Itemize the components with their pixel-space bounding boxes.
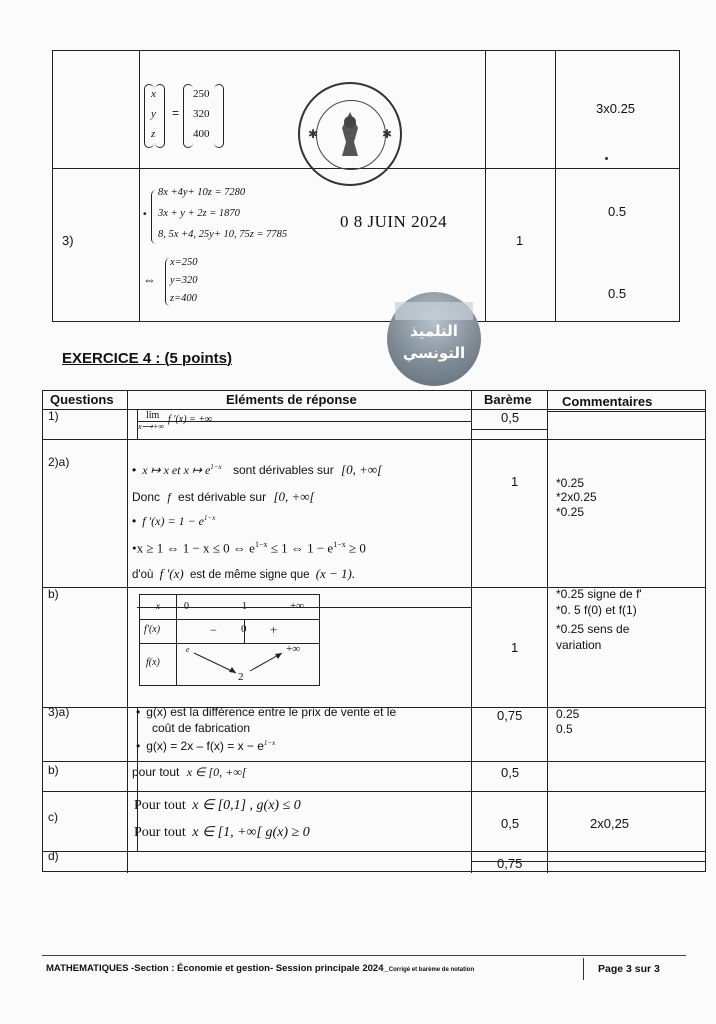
q3b-points: 0,5: [501, 765, 520, 780]
matrix-var-x: x: [151, 88, 156, 100]
q3c-points: 0,5: [501, 816, 520, 831]
matrix-val-2: 320: [193, 108, 210, 120]
q3d-label: d): [48, 849, 59, 863]
q3c-label: c): [48, 810, 58, 824]
qb-comment-1: *0.25 signe de f': [556, 587, 642, 601]
row2-points: 1: [516, 233, 524, 248]
matrix-var-y: y: [151, 108, 156, 120]
page-number: Page 3 sur 3: [598, 963, 660, 975]
q1-label: 1): [48, 409, 59, 423]
header-elements: Eléments de réponse: [226, 392, 357, 407]
q3a-label: 3)a): [48, 705, 70, 719]
q3a-comment-2: 0.5: [556, 722, 573, 736]
q2a-line5: d'où f ′(x) est de même signe que (x − 1).: [132, 566, 356, 581]
solution-y: y=320: [170, 275, 198, 286]
q2a-label: 2)a): [48, 455, 70, 469]
q1-points: 0,5: [501, 410, 520, 425]
q1-lim-sub: x⟶+∞: [138, 422, 165, 431]
q2a-line2: Donc f est dérivable sur [0, +∞[: [132, 489, 315, 504]
q2a-line4: •x ≥ 1 ⇔ 1 − x ≤ 0 ⇔ $e^{1-x} \le 1$ ⇔ $1 - e^{1-x} \ge 0$: [132, 540, 366, 556]
qb-comment-3: *0.25 sens de: [556, 622, 630, 636]
matrix-equals: =: [172, 106, 180, 120]
q3c-line1: Pour tout x ∈ [0,1] , g(x) ≤ 0: [134, 798, 301, 813]
dot-mark: [605, 157, 608, 160]
q3a-line1b: coût de fabrication: [152, 721, 251, 735]
system-eq-2: 3x + y + 2z = 1870: [158, 208, 240, 219]
q2a-comment-2: *2x0.25: [556, 490, 597, 504]
q3a-line2: • $g(x) = 2x - f(x) = x - e^{1-x}$: [136, 739, 275, 753]
matrix-var-z: z: [151, 128, 156, 140]
matrix-val-1: 250: [193, 88, 210, 100]
qb-label: b): [48, 587, 59, 601]
date-stamp: 0 8 JUIN 2024: [340, 212, 448, 231]
q2a-line1: • x ↦ x et x ↦ $e^{1-x}$ sont dérivables sur [0, +∞[: [132, 462, 382, 478]
qb-comment-2: *0. 5 f(0) et f(1): [556, 603, 637, 617]
row2-comment-1: 0.5: [608, 204, 627, 219]
equiv-symbol: ⇔: [143, 272, 156, 287]
q2a-line3: • f $'(x) = 1 - e^{1-x}$: [132, 514, 215, 529]
q3c-comment: 2x0,25: [590, 816, 630, 831]
footer-rule: [42, 955, 686, 956]
header-questions: Questions: [50, 392, 114, 407]
header-bareme: Barème: [484, 392, 532, 407]
q3d-points: 0,75: [497, 856, 523, 871]
row2-comment-2: 0.5: [608, 286, 627, 301]
header-commentaires: Commentaires: [562, 394, 653, 409]
q3a-line1: • g(x) est la différence entre le prix de vente et le: [136, 705, 396, 719]
variation-table: x 0 1 +∞ f′(x) − 0 + f(x) e 2 +∞: [139, 594, 320, 686]
row2-question: 3): [62, 233, 74, 248]
system-eq-3: 8, 5x +4, 25y+ 10, 75z = 7785: [158, 229, 288, 240]
solution-x: x=250: [170, 257, 198, 268]
q1-lim: lim: [146, 410, 160, 421]
q1-expr: f ′(x) = +∞: [168, 414, 213, 425]
solution-z: z=400: [170, 293, 197, 304]
q3b-label: b): [48, 763, 59, 777]
q3b-text: pour tout x ∈ [0, +∞[: [132, 765, 247, 779]
svg-text:✱: ✱: [308, 127, 319, 141]
system-eq-1: 8x +4y+ 10z = 7280: [158, 187, 246, 198]
row1-comment: 3x0.25: [596, 101, 636, 116]
q3a-points: 0,75: [497, 708, 523, 723]
exercise-title: EXERCICE 4 : (5 points): [62, 350, 233, 367]
svg-text:✱: ✱: [382, 127, 393, 141]
q2a-comment-3: *0.25: [556, 505, 585, 519]
matrix-val-3: 400: [193, 128, 210, 140]
q2a-points: 1: [511, 474, 519, 489]
qb-points: 1: [511, 640, 519, 655]
q3a-comment-1: 0.25: [556, 707, 580, 721]
qb-comment-4: variation: [556, 638, 602, 652]
official-seal: [298, 82, 402, 186]
site-logo: التلميذ التونسي: [387, 292, 481, 386]
q2a-comment-1: *0.25: [556, 476, 585, 490]
q3c-line2: Pour tout x ∈ [1, +∞[ g(x) ≥ 0: [134, 825, 310, 840]
footer-text: MATHEMATIQUES -Section : Économie et gestion- Session principale 2024_Corrigé et barème de notation: [46, 963, 475, 974]
